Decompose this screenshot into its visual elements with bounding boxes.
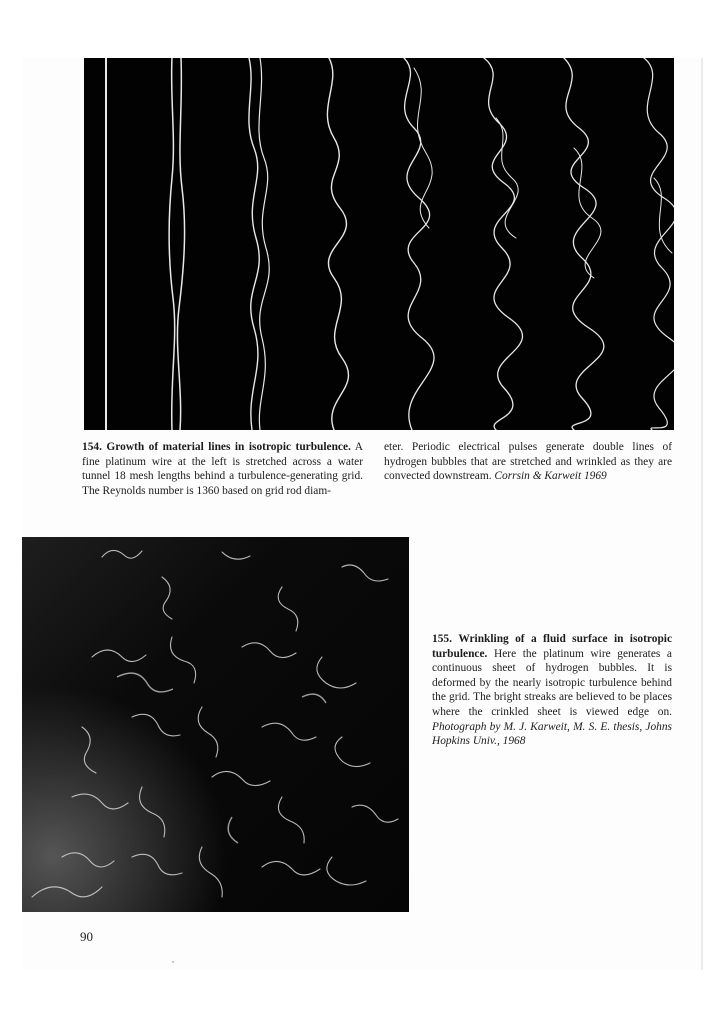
figure-155-photo (22, 537, 409, 912)
figure-155-caption (432, 632, 672, 749)
figure-154-body-col1: A fine platinum wire at the left is stretched across a water tunnel 18 mesh lengths behind a turbulence-generating grid. The Reynolds number is 1360 based on grid rod diam- (82, 441, 363, 497)
figure-154-credit: Corrsin & Karweit 1969 (494, 470, 607, 483)
figure-154-photo (84, 58, 674, 430)
figure-155-credit: Photograph by M. J. Karweit, M. S. E. thesis, Johns Hopkins Univ., 1968 (432, 720, 672, 748)
figure-154-number: 154. (82, 441, 102, 453)
material-lines-image (84, 58, 674, 430)
figure-155-number: 155. (432, 633, 452, 645)
figure-154-caption-col2 (384, 440, 672, 484)
figure-155-title: Wrinkling of a fluid surface in isotropic turbulence. (432, 633, 672, 660)
page-number: 90 (80, 929, 93, 944)
figure-155-body: Here the platinum wire generates a continuous sheet of hydrogen bubbles. It is deformed by the nearly isotropic turbulence behind the grid. The bright streaks are believed to be places where the crinkled sheet is viewed edge on. (432, 647, 672, 718)
scan-speck (172, 961, 174, 963)
figure-154-caption-col1 (82, 440, 363, 498)
figure-154-body-col2: eter. Periodic electrical pulses generate double lines of hydrogen bubbles that are stretched and wrinkled as they are convected downstream. (384, 441, 672, 483)
figure-154-title: Growth of material lines in isotropic turbulence. (106, 441, 351, 453)
wrinkled-surface-image (22, 537, 409, 912)
